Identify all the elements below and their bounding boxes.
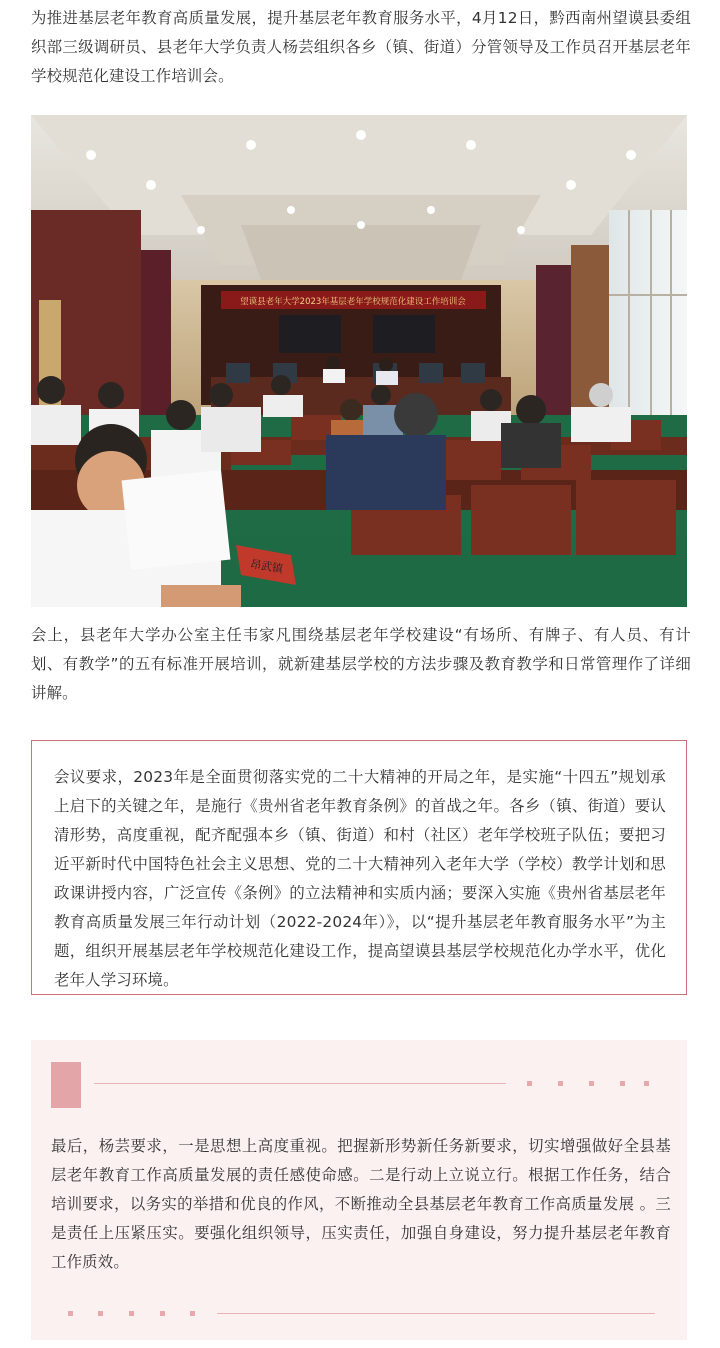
decorative-line	[217, 1313, 655, 1314]
decorative-line	[94, 1083, 506, 1084]
decorative-dot	[644, 1081, 649, 1086]
training-paragraph: 会上，县老年大学办公室主任韦家凡围绕基层老年学校建设“有场所、有牌子、有人员、有计划、有教学”的五有标准开展培训，就新建基层学校的方法步骤及教育教学和日常管理作了详细讲解。	[31, 626, 691, 702]
decorative-dot	[527, 1081, 532, 1086]
decorative-dot	[190, 1311, 195, 1316]
decorative-dot	[129, 1311, 134, 1316]
decorative-dot	[98, 1311, 103, 1316]
decorative-block	[51, 1062, 81, 1108]
summary-panel	[31, 1040, 687, 1340]
decorative-dot	[589, 1081, 594, 1086]
decorative-dot	[558, 1081, 563, 1086]
decorative-dot	[620, 1081, 625, 1086]
banner-text: 望谟县老年大学2023年基层老年学校规范化建设工作培训会	[240, 297, 466, 307]
summary-text: 最后，杨芸要求，一是思想上高度重视。把握新形势新任务新要求，切实增强做好全县基层老年教育工作高质量发展的责任感使命感。二是行动上立说立行。根据工作任务，结合培训要求，以务实的举措和优良的作风，不断推动全县基层老年教育工作高质量发展 。三是责任上压紧压实。要强化组织领导，压实责任，加强自身建设，努力提升基层老年教育工作质效。	[51, 1137, 671, 1271]
requirements-box	[31, 740, 687, 995]
name-card-text: 昂武镇	[249, 557, 284, 576]
requirements-text: 会议要求，2023年是全面贯彻落实党的二十大精神的开局之年，是实施“十四五”规划承上启下的关键之年，是施行《贵州省老年教育条例》的首战之年。各乡（镇、街道）要认清形势，高度重视，配齐配强本乡（镇、街道）和村（社区）老年学校班子队伍；要把习近平新时代中国特色社会主义思想、党的二十大精神列入老年大学（学校）教学计划和思政课讲授内容，广泛宣传《条例》的立法精神和实质内涵；要深入实施《贵州省基层老年教育高质量发展三年行动计划（2022-2024年）》，以“提升基层老年教育服务水平”为主题，组织开展基层老年学校规范化建设工作，提高望谟县基层学校规范化办学水平，优化老年人学习环境。	[54, 768, 666, 989]
intro-paragraph: 为推进基层老年教育高质量发展，提升基层老年教育服务水平，4月12日，黔西南州望谟县委组织部三级调研员、县老年大学负责人杨芸组织各乡（镇、街道）分管领导及工作员召开基层老年学校规范化建设工作培训会。	[31, 9, 691, 85]
decorative-dot	[160, 1311, 165, 1316]
meeting-photo	[31, 115, 687, 607]
decorative-dot	[68, 1311, 73, 1316]
